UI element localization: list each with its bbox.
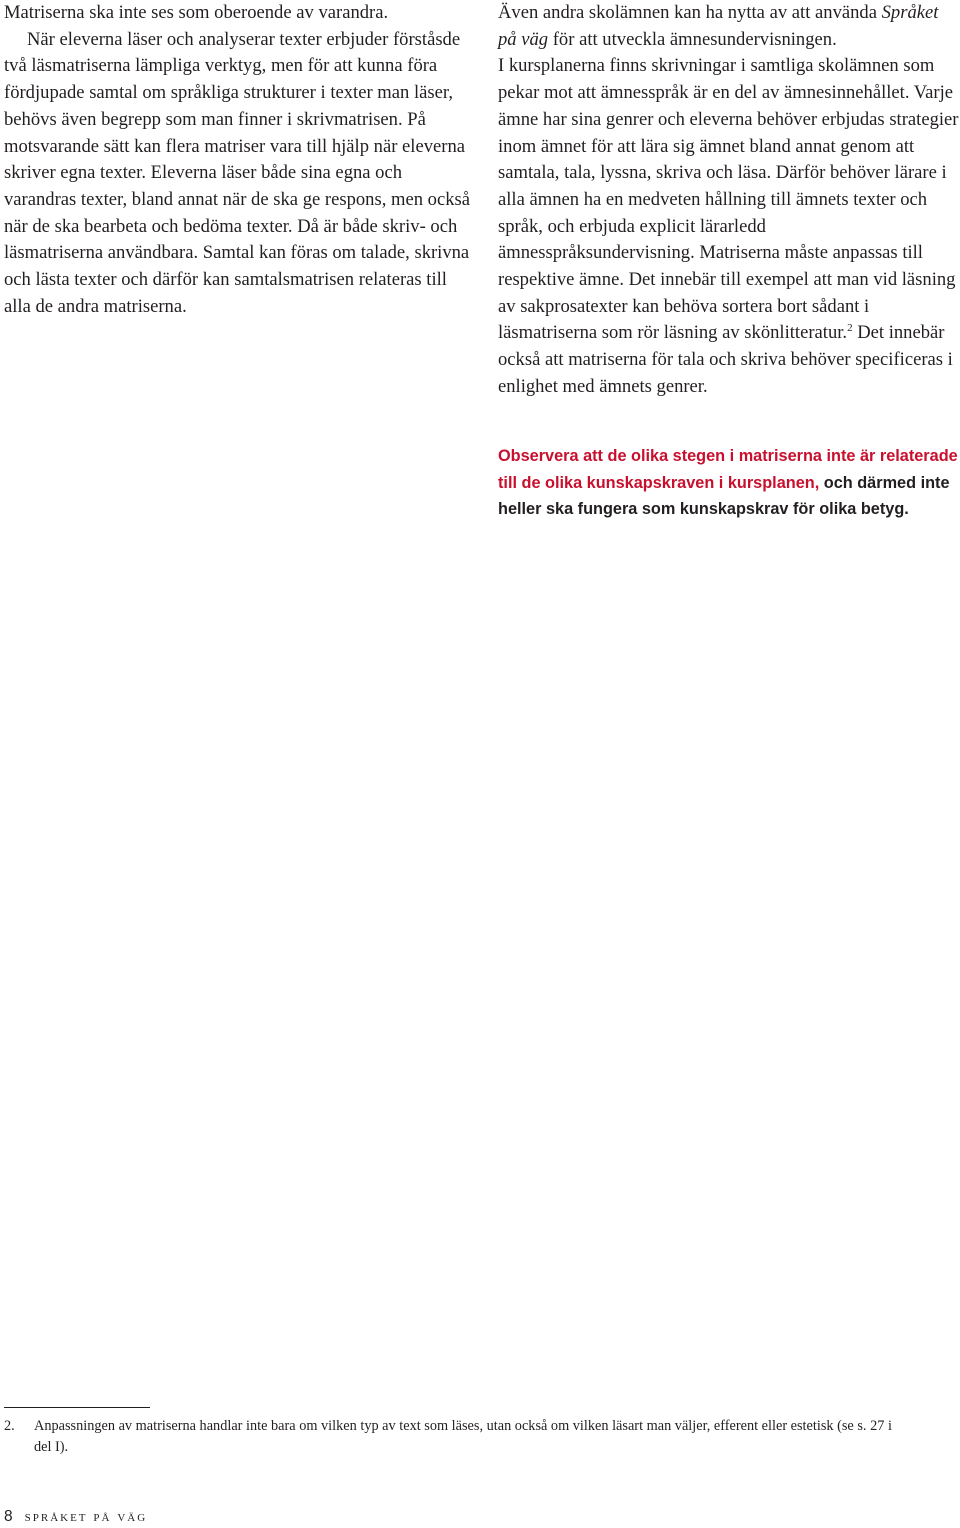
left-paragraph-2: När eleverna läser och analyserar texter erbjuder förståsde två läsmatriserna lämpliga verktyg, men för att kunna föra fördjupade samtal om språkliga strukturer i texter man läser, behövs även begrepp som man finner i skrivmatrisen. På motsvarande sätt kan flera matriser vara till hjälp när eleverna skriver egna texter. Eleverna läser både sina egna och varandras texter, bland annat när de ska ge respons, men också när de ska bearbeta och bedöma texter. Då är både skriv- och läsmatriserna användbara. Samtal kan föras om talade, skrivna och lästa texter och därför kan samtalsmatrisen relateras till alla de andra matriserna. bbox=[4, 28, 470, 317]
left-paragraph-1: Matriserna ska inte ses som oberoende av varandra. bbox=[4, 2, 389, 23]
right-paragraph-1-end: för att utveckla ämnesundervisningen. bbox=[548, 28, 837, 50]
right-paragraph-2-a: I kursplanerna finns skrivningar i samtliga skolämnen som pekar mot att ämnesspråk är en del av ämnesinnehållet. Varje ämne har sina genrer och eleverna behöver erbjudas strategier inom ämnet för att lära sig ämnet bland annat genom att samtala, tala, lyssna, skriva och läsa. Därför behöver lärare i alla ämnen ha en medveten hållning till ämnets texter och språk, och erbjuda explicit lärarledd ämnesspråksundervisning. Matriserna måste anpassas till respektive ämne. Det innebär till exempel att man vid läsning av sakprosatexter kan behöva sortera bort sådant i läsmatriserna som rör läsning av skönlitteratur. bbox=[498, 55, 959, 344]
right-paragraph-1-start: Även andra skolämnen kan ha nytta av att använda bbox=[498, 2, 882, 23]
right-paragraph-2-b: Det innebär också att matriserna för tala och skriva behöver specificeras i enlighet med ämnets genrer. bbox=[498, 322, 953, 397]
page-number: 8 bbox=[4, 1508, 13, 1525]
footnote-text: Anpassningen av matriserna handlar inte bara om vilken typ av text som läses, utan också om vilken läsart man väljer, efferent eller estetisk (se s. 27 i del I). bbox=[34, 1418, 892, 1455]
highlight-note-black: och därmed inte heller ska fungera som kunskapskrav för olika betyg. bbox=[498, 473, 950, 518]
highlight-note-red: Observera att de olika stegen i matriserna inte är relaterade till de olika kunskapskraven i kursplanen, bbox=[498, 447, 958, 492]
left-column bbox=[4, 0, 470, 320]
book-title-italic: Språket på väg bbox=[498, 2, 939, 50]
right-paragraph-1 bbox=[498, 0, 960, 53]
right-paragraph-2 bbox=[498, 53, 960, 400]
footnote-reference: 2 bbox=[847, 322, 853, 335]
right-column bbox=[498, 0, 960, 401]
page-footer bbox=[4, 1507, 147, 1527]
highlight-note bbox=[498, 443, 960, 523]
footnote-number: 2. bbox=[4, 1418, 15, 1434]
running-title: språket på väg bbox=[24, 1508, 148, 1525]
footnote-divider bbox=[4, 1407, 150, 1408]
